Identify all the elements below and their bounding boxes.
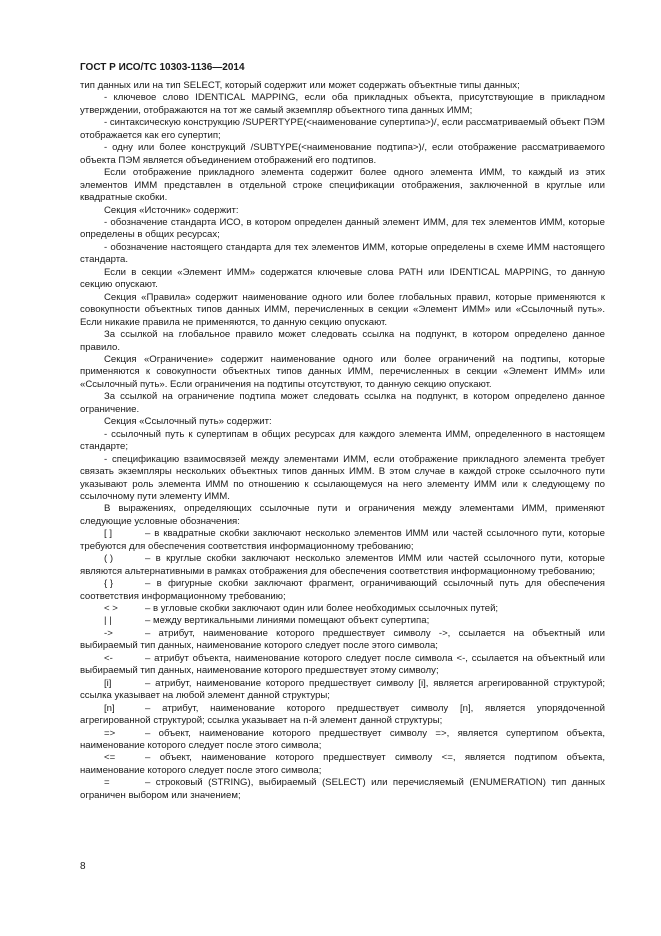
page-number: 8	[80, 861, 86, 872]
paragraph: За ссылкой на глобальное правило может следовать ссылка на подпункт, в котором определено данное правило.	[80, 329, 605, 353]
paragraph: - обозначение стандарта ИСО, в котором определен данный элемент ИММ, для тех элементов ИММ, которые определены в общих ресурсах;	[80, 216, 605, 241]
paragraph: Если отображение прикладного элемента содержит более одного элемента ИММ, то каждый из этих элементов ИММ представлен в отдельной строке спецификации отображения, заключенной в круглые или квадратные скобки.	[80, 167, 605, 204]
symbol-notation: [n]	[104, 702, 115, 714]
paragraph: - обозначение настоящего стандарта для тех элементов ИММ, которые определены в схеме ИММ настоящего стандарта.	[80, 241, 605, 266]
symbol-description: – атрибут объекта, наименование которого следует после символа <-, ссылается на объектный или выбираемый тип данных, наименование которого предшествует этому символу;	[80, 652, 605, 677]
symbol-definition	[80, 578, 605, 603]
paragraph: В выражениях, определяющих ссылочные пути и ограничения между элементами ИММ, применяют следующие условные обозначения:	[80, 503, 605, 527]
symbol-definition	[80, 653, 605, 678]
symbol-notation: [i]	[104, 677, 112, 689]
paragraph: За ссылкой на ограничение подтипа может следовать ссылка на подпункт, в котором определено данное ограничение.	[80, 391, 605, 415]
paragraph: - спецификацию взаимосвязей между элементами ИММ, если отображение прикладного элемента требует связать экземпляры нескольких объектных типов данных ИММ. В этом случае в каждой строке ссылочного пути указывают роль элемента ИММ по отношению к ссылающемуся на него элементу ИММ или к следующему по ссылочному пути элементу ИММ.	[80, 453, 605, 502]
symbol-description: – в квадратные скобки заключают несколько элементов ИММ или частей ссылочного пути, которые требуются для обеспечения соответствия информационному требованию;	[80, 528, 605, 552]
symbol-definition	[80, 678, 605, 703]
paragraph: Секция «Источник» содержит:	[104, 204, 239, 216]
symbol-description: – объект, наименование которого предшествует символу <=, является подтипом объекта, наименование которого следует после этого символа;	[80, 752, 605, 776]
paragraph: - ключевое слово IDENTICAL MAPPING, если оба прикладных объекта, присутствующие в прикладном утверждении, отображаются на тот же самый экземпляр объектного типа данных ИММ;	[80, 92, 605, 116]
symbol-notation: < >	[104, 603, 118, 615]
symbol-notation: | |	[104, 615, 112, 627]
document-body	[80, 80, 605, 802]
symbol-notation: =	[104, 777, 110, 789]
symbol-definition	[80, 728, 605, 753]
symbol-notation: =>	[104, 727, 116, 739]
symbol-description: – атрибут, наименование которого предшествует символу [n], является упорядоченной агрегированной структурой; ссылка указывает на n-й элемент данной структуры;	[80, 702, 605, 727]
symbol-notation: <=	[104, 752, 116, 764]
symbol-definition	[80, 703, 605, 728]
symbol-definition	[80, 603, 605, 615]
symbol-description: – атрибут, наименование которого предшествует символу [i], является агрегированной структурой; ссылка указывает на любой элемент данной структуры;	[80, 677, 605, 702]
symbol-description: – между вертикальными линиями помещают объект супертипа;	[145, 615, 430, 627]
paragraph: тип данных или на тип SELECT, который содержит или может содержать объектные типы данных;	[80, 80, 520, 91]
paragraph: Секция «Ограничение» содержит наименование одного или более ограничений на подтипы, которые применяются к совокупности объектных типов данных ИММ, перечисленных в секции «Элемент ИММ» или «Ссылочный путь». Если ограничения на подтипы отсутствуют, то данную секцию опускают.	[80, 353, 605, 390]
symbol-definition	[80, 628, 605, 653]
paragraph: Секция «Ссылочный путь» содержит:	[104, 416, 272, 428]
paragraph: Если в секции «Элемент ИММ» содержатся ключевые слова PATH или IDENTICAL MAPPING, то данную секцию опускают.	[80, 266, 605, 291]
symbol-definition	[80, 615, 605, 627]
document-header: ГОСТ Р ИСО/ТС 10303-1136—2014	[80, 62, 245, 73]
symbol-definition	[80, 752, 605, 777]
symbol-notation: [ ]	[104, 528, 112, 540]
paragraph: - ссылочный путь к супертипам в общих ресурсах для каждого элемента ИММ, определенного в настоящем стандарте;	[80, 428, 605, 453]
symbol-description: – строковый (STRING), выбираемый (SELECT) или перечисляемый (ENUMERATION) тип данных ограничен выбором или значением;	[80, 777, 605, 801]
symbol-notation: <-	[104, 652, 113, 664]
symbol-notation: { }	[104, 578, 114, 590]
paragraph: - синтаксическую конструкцию /SUPERTYPE(<наименование супертипа>)/, если рассматриваемый объект ПЭМ отображается как его супертип;	[80, 117, 605, 141]
symbol-description: – объект, наименование которого предшествует символу =>, является супертипом объекта, наименование которого следует после этого символа;	[80, 727, 605, 752]
symbol-notation: ( )	[104, 553, 114, 565]
symbol-definition	[80, 777, 605, 802]
symbol-description: – атрибут, наименование которого предшествует символу ->, ссылается на объектный или выбираемый тип данных, наименование которого следует после этого символа;	[80, 627, 605, 652]
symbol-description: – в угловые скобки заключают один или более необходимых ссылочных путей;	[145, 603, 499, 615]
symbol-notation: ->	[104, 627, 113, 639]
symbol-definition	[80, 553, 605, 578]
symbol-description: – в круглые скобки заключают несколько элементов ИММ или частей ссылочного пути, которые являются альтернативными в рамках отображения для обеспечения соответствия информационному требованию;	[80, 553, 605, 577]
symbol-definition	[80, 528, 605, 553]
symbol-description: – в фигурные скобки заключают фрагмент, ограничивающий ссылочный путь для обеспечения соответствия информационному требованию;	[80, 578, 605, 602]
paragraph: - одну или более конструкций /SUBTYPE(<наименование подтипа>)/, если отображение рассматриваемого объекта ПЭМ является объединением отображений его подтипов.	[80, 142, 605, 166]
paragraph: Секция «Правила» содержит наименование одного или более глобальных правил, которые применяются к совокупности объектных типов данных ИММ, перечисленных в секции «Элемент ИММ» или «Ссылочный путь». Если никакие правила не применяются, то данную секцию опускают.	[80, 291, 605, 328]
